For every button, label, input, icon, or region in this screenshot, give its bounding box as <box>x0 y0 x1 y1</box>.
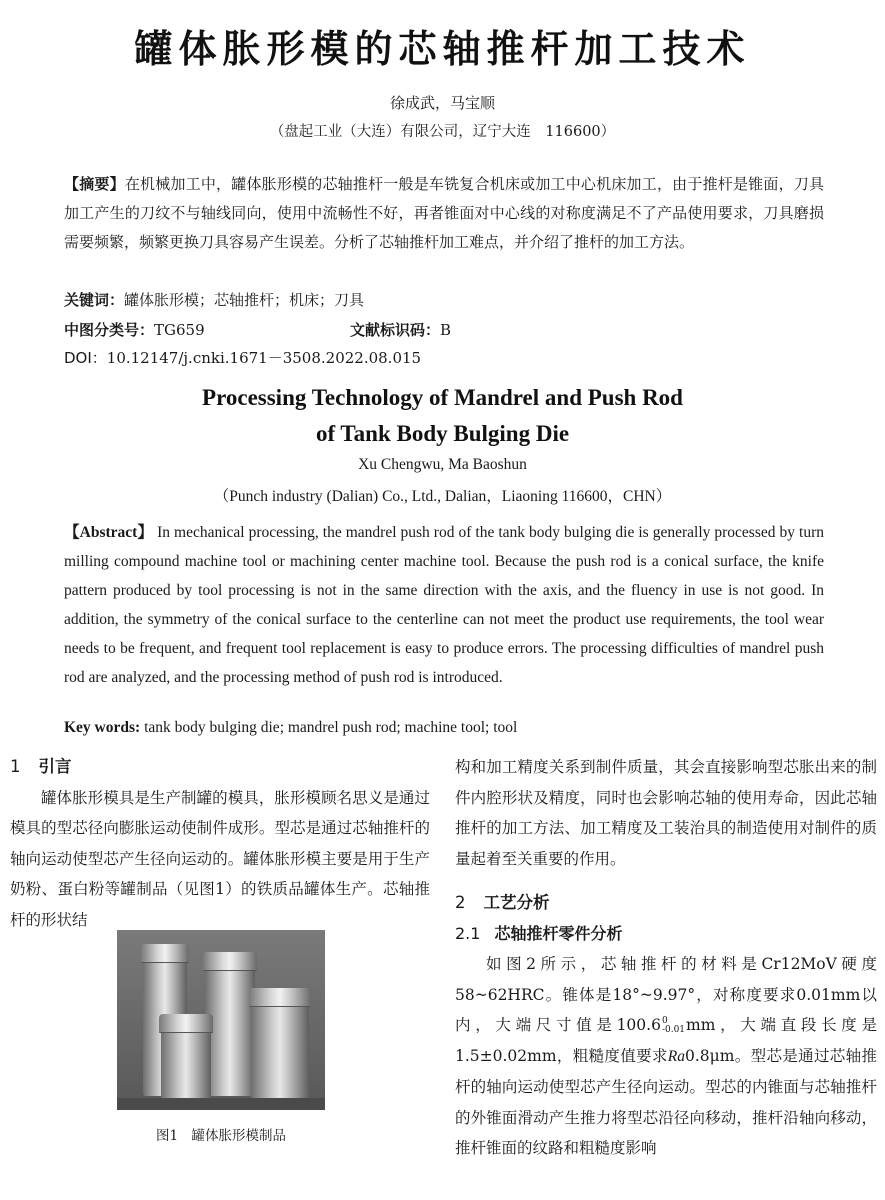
subsection21-number: 2.1 <box>455 923 481 943</box>
doi-label: DOI： <box>64 349 107 367</box>
clc-value: TG659 <box>154 321 205 339</box>
authors-cn: 徐成武，马宝顺 <box>389 94 495 112</box>
para-part-c: 0.8μm。型芯是通过芯轴推杆的轴向运动使型芯产生径向运动。型芯的内锥面与芯轴推杆的外锥面滑动产生推力将型芯沿径向移动，推杆沿轴向移动，推杆锥面的纹路和粗糙度影响 <box>455 1046 877 1157</box>
subsection21-heading <box>455 919 877 950</box>
tolerance-upper: 0 <box>661 1016 668 1026</box>
section2-number: 2 <box>455 893 466 912</box>
section2-heading <box>455 888 877 919</box>
doc-code-value: B <box>440 321 452 339</box>
tolerance-lower: -0.01 <box>661 1025 686 1035</box>
section1-number: 1 <box>10 757 21 776</box>
keywords-cn-text: 罐体胀形模；芯轴推杆；机床；刀具 <box>124 291 365 309</box>
doc-code-label: 文献标识码： <box>350 321 441 339</box>
subsection21-title: 芯轴推杆零件分析 <box>494 923 623 943</box>
abstract-en <box>64 518 824 692</box>
clc-label: 中图分类号： <box>64 321 155 339</box>
abstract-cn-label: 【摘要】 <box>64 175 125 193</box>
subsection21-paragraph <box>455 949 877 1164</box>
section1-paragraph: 罐体胀形模具是生产制罐的模具，胀形模顾名思义是通过模具的型芯径向膨胀运动使制件成形。型芯是通过芯轴推杆的轴向运动使型芯产生径向运动的。罐体胀形模主要是用于生产奶粉、蛋白粉等罐制品（见图1）的铁质品罐体生产。芯轴推杆的形状结 <box>10 788 430 929</box>
figure1-image <box>117 930 325 1110</box>
para-part-b: mm，大端直段长度是1.5±0.02mm，粗糙度值要求 <box>455 1016 877 1065</box>
keywords-cn <box>64 288 364 312</box>
ra-symbol: Ra <box>667 1047 685 1065</box>
section1-title: 引言 <box>38 757 72 776</box>
section1-heading <box>10 752 430 783</box>
right-column <box>455 752 877 1164</box>
clc-line <box>64 318 205 342</box>
abstract-cn-text: 在机械加工中，罐体胀形模的芯轴推杆一般是车铣复合机床或加工中心机床加工，由于推杆是锥面，刀具加工产生的刀纹不与轴线同向，使用中流畅性不好，再者锥面对中心线的对称度满足不了产品使用要求，刀具磨损需要频繁，频繁更换刀具容易产生误差。分析了芯轴推杆加工难点，并介绍了推杆的加工方法。 <box>64 175 824 251</box>
affiliation-en: （Punch industry (Dalian) Co., Ltd., Dalian，Liaoning 116600，CHN） <box>213 488 672 505</box>
doc-code-line <box>350 318 451 342</box>
figure1-caption: 图1 罐体胀形模制品 <box>155 1128 287 1144</box>
tolerance <box>662 1017 685 1035</box>
keywords-en-text: tank body bulging die; mandrel push rod; machine tool; tool <box>140 719 518 736</box>
title-en <box>0 380 885 452</box>
authors-en: Xu Chengwu, Ma Baoshun <box>358 456 527 473</box>
title-en-line1: Processing Technology of Mandrel and Push Rod <box>202 385 683 410</box>
abstract-cn <box>64 170 824 257</box>
title-en-line2: of Tank Body Bulging Die <box>315 421 570 446</box>
abstract-en-label: 【Abstract】 <box>64 524 154 541</box>
para-part-a: 如图2所示，芯轴推杆的材料是Cr12MoV硬度58~62HRC。锥体是18°~9.97°，对称度要求0.01mm以内，大端尺寸值是100.6 <box>455 955 877 1034</box>
title-cn: 罐体胀形模的芯轴推杆加工技术 <box>134 27 751 71</box>
keywords-en <box>64 719 517 737</box>
keywords-en-label: Key words: <box>64 719 141 736</box>
doi-value: 10.12147/j.cnki.1671－3508.2022.08.015 <box>106 349 422 367</box>
left-column <box>10 752 430 935</box>
abstract-en-text: In mechanical processing, the mandrel push rod of the tank body bulging die is generally processed by turn milling compound machine tool or machining center machine tool. Because the push rod is a conical surface, the knife pattern produced by tool processing is not in the same direction with the axis, and the fluency in use is not good. In addition, the symmetry of the conical surface to the centerline can not meet the product use requirements, the tool wear needs to be frequent, and frequent tool replacement is easy to produce errors. The processing difficulties of mandrel push rod are analyzed, and the processing method of push rod is introduced. <box>64 524 824 686</box>
section2-title: 工艺分析 <box>483 893 550 912</box>
affiliation-cn: （盘起工业（大连）有限公司，辽宁大连 116600） <box>269 124 616 140</box>
section1-paragraph-continued: 构和加工精度关系到制件质量，其会直接影响型芯胀出来的制件内腔形状及精度，同时也会影响芯轴的使用寿命，因此芯轴推杆的加工方法、加工精度及工装治具的制造使用对制件的质量起着至关重要的作用。 <box>455 758 877 868</box>
keywords-cn-label: 关键词： <box>64 291 125 309</box>
doi-line <box>64 346 421 370</box>
